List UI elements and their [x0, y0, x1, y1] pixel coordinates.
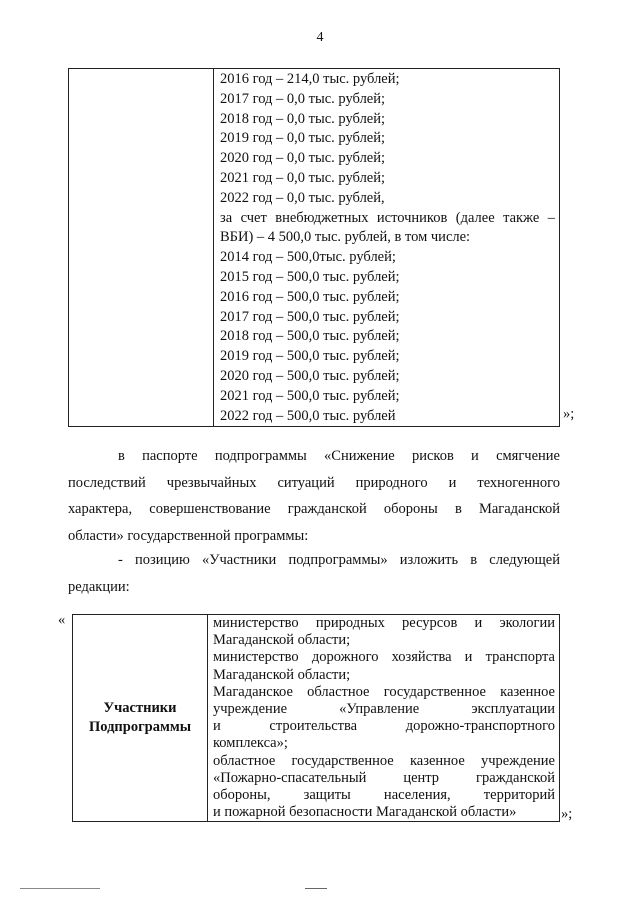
paragraph-line: редакции: [68, 578, 130, 595]
participant-line: министерство дорожного хозяйства и транспорта [213, 649, 555, 666]
funding-line: 2020 год – 0,0 тыс. рублей; [220, 150, 386, 167]
funding-line: 2022 год – 0,0 тыс. рублей, [220, 189, 385, 206]
funding-line: 2017 год – 0,0 тыс. рублей; [220, 90, 386, 107]
participant-line: Магаданское областное государственное казенное [213, 683, 555, 700]
paragraph-line: последствий чрезвычайных ситуаций природного и техногенного [68, 474, 560, 491]
funding-table [68, 68, 560, 427]
paragraph-position-change [68, 547, 560, 600]
participant-line: министерство природных ресурсов и экологии [213, 615, 555, 631]
funding-line: ВБИ) – 4 500,0 тыс. рублей, в том числе: [220, 229, 471, 246]
funding-table-label-cell [69, 69, 214, 427]
participant-line: областное государственное казенное учреждение [213, 752, 555, 769]
funding-line: 2020 год – 500,0 тыс. рублей; [220, 367, 400, 384]
footer-rule [20, 888, 100, 889]
funding-line: 2015 год – 500,0 тыс. рублей; [220, 268, 400, 285]
funding-table-content-cell [214, 69, 560, 427]
funding-line: 2014 год – 500,0тыс. рублей; [220, 249, 396, 266]
participant-line: комплекса»; [213, 735, 288, 752]
footer-mark [305, 888, 327, 889]
participants-label-cell [73, 615, 208, 822]
opening-quote: « [58, 612, 66, 628]
funding-line: 2016 год – 500,0 тыс. рублей; [220, 288, 400, 305]
page-number: 4 [316, 30, 324, 45]
participant-line: и пожарной безопасности Магаданской области» [213, 804, 517, 821]
participant-line: и строительства дорожно-транспортного [213, 718, 555, 735]
paragraph-line: - позицию «Участники подпрограммы» изложить в следующей [118, 552, 560, 568]
participant-line: Магаданской области; [213, 666, 351, 683]
participant-line: учреждение «Управление эксплуатации [213, 701, 555, 718]
funding-line: 2019 год – 500,0 тыс. рублей; [220, 348, 400, 365]
funding-line: 2021 год – 500,0 тыс. рублей; [220, 387, 400, 404]
participants-content-cell [208, 615, 560, 822]
paragraph-line: характера, совершенствование гражданской обороны в Магаданской [68, 501, 560, 517]
funding-line: 2018 год – 500,0 тыс. рублей; [220, 328, 400, 345]
participant-line: «Пожарно-спасательный центр гражданской [213, 769, 555, 786]
funding-line: 2018 год – 0,0 тыс. рублей; [220, 110, 386, 127]
paragraph-line: в паспорте подпрограммы «Снижение рисков и смягчение [118, 448, 560, 464]
participants-label-line2: Подпрограммы [88, 719, 192, 736]
participants-table [72, 614, 560, 822]
funding-line: 2021 год – 0,0 тыс. рублей; [220, 169, 386, 186]
participants-label-line1: Участники [103, 700, 177, 717]
paragraph-line: области» государственной программы: [68, 527, 309, 544]
paragraph-subprogram-passport [68, 443, 560, 549]
participant-line: обороны, защиты населения, территорий [213, 787, 555, 804]
participant-line: Магаданской области; [213, 632, 351, 649]
closing-quote: »; [561, 806, 573, 822]
funding-line: 2019 год – 0,0 тыс. рублей; [220, 130, 386, 147]
funding-line: 2017 год – 500,0 тыс. рублей; [220, 308, 400, 325]
funding-line: за счет внебюджетных источников (далее также – [220, 209, 555, 226]
funding-line: 2022 год – 500,0 тыс. рублей [220, 407, 396, 424]
funding-line: 2016 год – 214,0 тыс. рублей; [220, 71, 400, 87]
closing-quote: »; [563, 406, 575, 422]
